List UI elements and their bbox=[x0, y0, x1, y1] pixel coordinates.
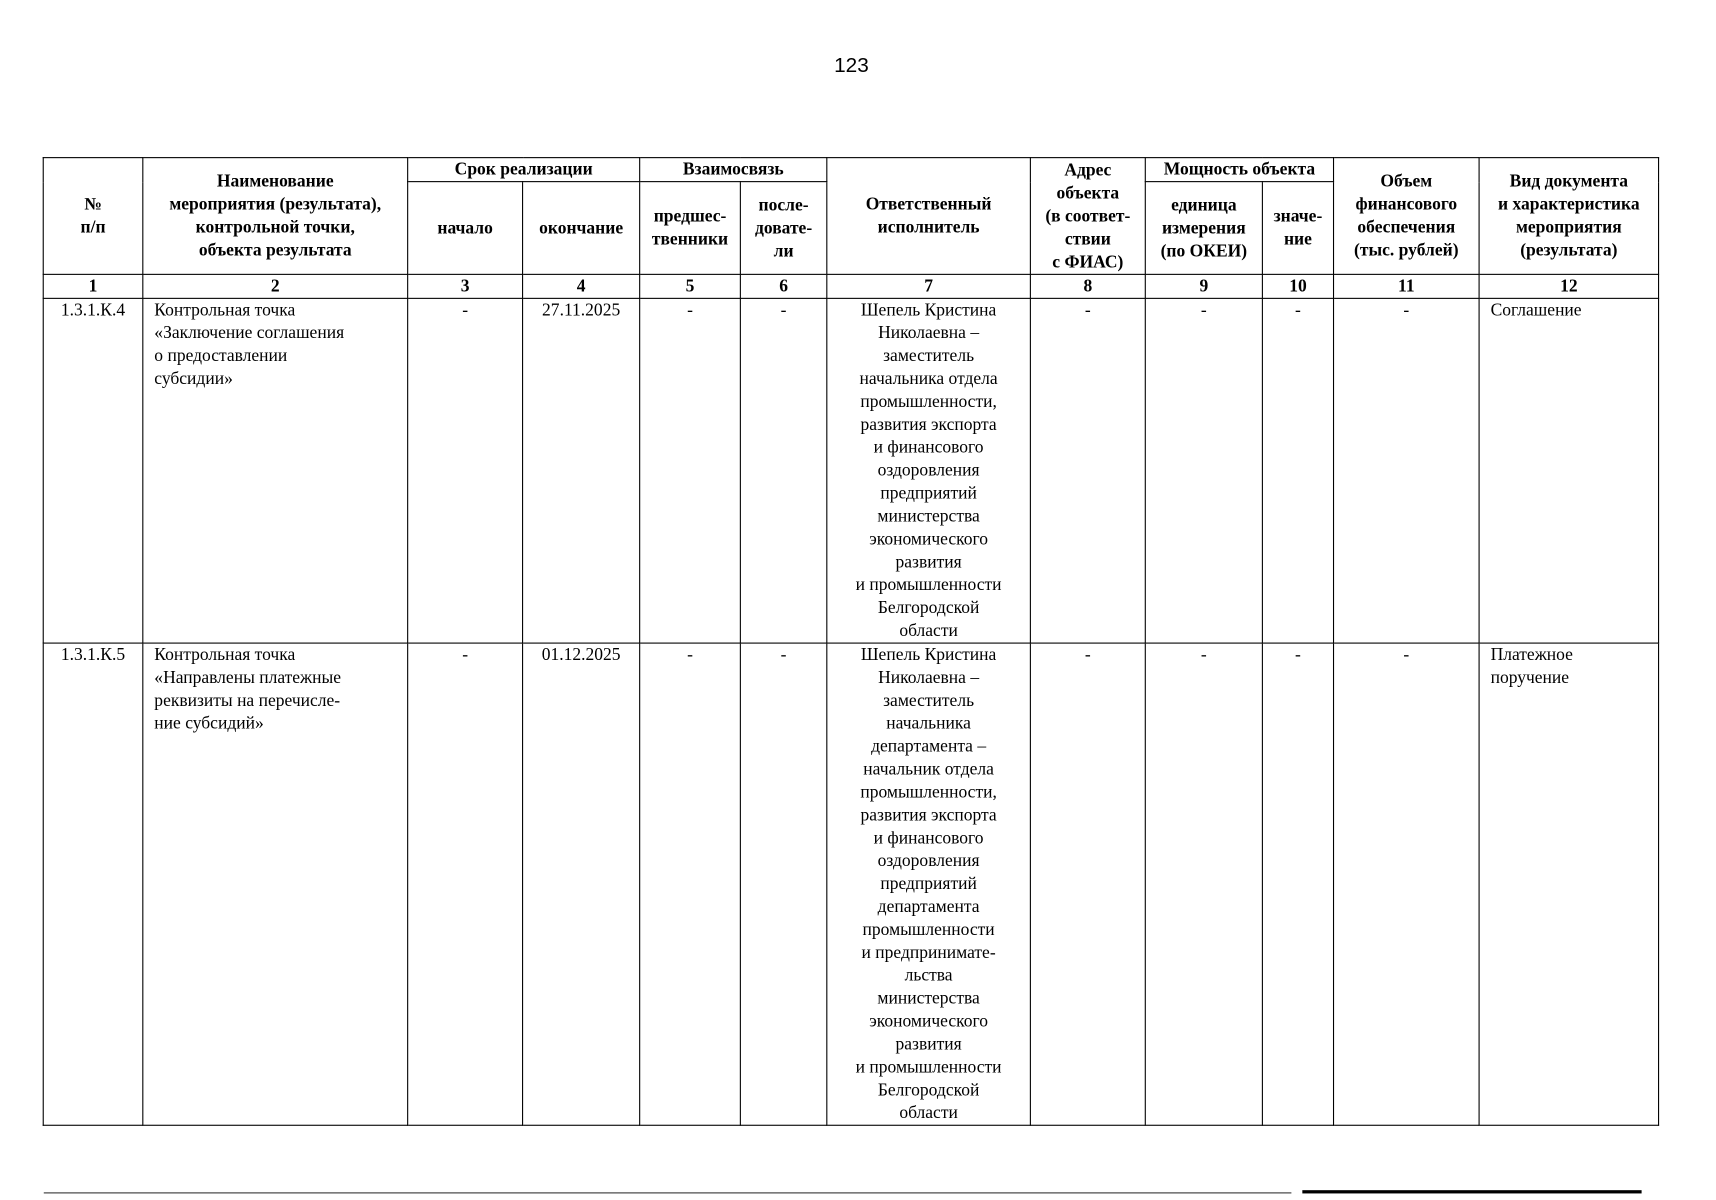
cell-finance: - bbox=[1334, 298, 1480, 643]
header-capacity-value: значе- ние bbox=[1262, 182, 1333, 275]
cell-end: 01.12.2025 bbox=[523, 643, 640, 1125]
header-responsible: Ответственный исполнитель bbox=[827, 158, 1031, 275]
header-term-start: начало bbox=[408, 182, 523, 275]
cell-responsible: Шепель Кристина Николаевна – заместитель начальника департамента – начальник отдела промышленности, развития экспорта и финансового оздоровления предприятий департамента промышленности и предпринимате- льства министерства экономического развития и промышленности Белгородской области bbox=[827, 643, 1031, 1125]
header-term: Срок реализации bbox=[408, 158, 640, 182]
cell-unit: - bbox=[1145, 298, 1262, 643]
header-term-end: окончание bbox=[523, 182, 640, 275]
column-number: 12 bbox=[1479, 274, 1658, 298]
table-row bbox=[43, 298, 1658, 643]
table-row bbox=[43, 643, 1658, 1125]
header-link: Взаимосвязь bbox=[640, 158, 827, 182]
column-number: 2 bbox=[143, 274, 408, 298]
cell-doc: Соглашение bbox=[1479, 298, 1658, 643]
header-doc-type: Вид документа и характеристика мероприятия (результата) bbox=[1479, 158, 1658, 275]
column-number: 5 bbox=[640, 274, 741, 298]
scan-edge-line bbox=[44, 1192, 1292, 1193]
scan-edge-bar bbox=[1302, 1190, 1641, 1193]
cell-doc: Платежное поручение bbox=[1479, 643, 1658, 1125]
cell-unit: - bbox=[1145, 643, 1262, 1125]
cell-start: - bbox=[408, 643, 523, 1125]
cell-num: 1.3.1.К.5 bbox=[43, 643, 143, 1125]
cell-address: - bbox=[1030, 298, 1145, 643]
cell-prev: - bbox=[640, 643, 741, 1125]
header-address: Адрес объекта (в соответ- ствии с ФИАС) bbox=[1030, 158, 1145, 275]
cell-prev: - bbox=[640, 298, 741, 643]
cell-name: Контрольная точка «Заключение соглашения о предоставлении субсидии» bbox=[143, 298, 408, 643]
plan-table bbox=[43, 157, 1659, 1126]
column-number: 1 bbox=[43, 274, 143, 298]
header-link-next: после- довате- ли bbox=[740, 182, 826, 275]
header-capacity: Мощность объекта bbox=[1145, 158, 1333, 182]
cell-value: - bbox=[1262, 643, 1333, 1125]
column-number: 8 bbox=[1030, 274, 1145, 298]
cell-address: - bbox=[1030, 643, 1145, 1125]
column-number: 10 bbox=[1262, 274, 1333, 298]
column-number: 4 bbox=[523, 274, 640, 298]
column-number: 9 bbox=[1145, 274, 1262, 298]
cell-start: - bbox=[408, 298, 523, 643]
header-num: № п/п bbox=[43, 158, 143, 275]
header-capacity-unit: единица измерения (по ОКЕИ) bbox=[1145, 182, 1262, 275]
header-link-prev: предшес- твенники bbox=[640, 182, 741, 275]
column-number: 7 bbox=[827, 274, 1031, 298]
cell-value: - bbox=[1262, 298, 1333, 643]
cell-next: - bbox=[740, 643, 826, 1125]
cell-name: Контрольная точка «Направлены платежные реквизиты на перечисле- ние субсидий» bbox=[143, 643, 408, 1125]
column-number: 6 bbox=[740, 274, 826, 298]
column-number: 11 bbox=[1334, 274, 1480, 298]
cell-next: - bbox=[740, 298, 826, 643]
cell-end: 27.11.2025 bbox=[523, 298, 640, 643]
cell-responsible: Шепель Кристина Николаевна – заместитель начальника отдела промышленности, развития экспорта и финансового оздоровления предприятий министерства экономического развития и промышленности Белгородской области bbox=[827, 298, 1031, 643]
header-finance: Объем финансового обеспечения (тыс. рублей) bbox=[1334, 158, 1480, 275]
cell-finance: - bbox=[1334, 643, 1480, 1125]
page-number: 123 bbox=[834, 54, 869, 78]
header-name: Наименование мероприятия (результата), контрольной точки, объекта результата bbox=[143, 158, 408, 275]
cell-num: 1.3.1.К.4 bbox=[43, 298, 143, 643]
column-number: 3 bbox=[408, 274, 523, 298]
